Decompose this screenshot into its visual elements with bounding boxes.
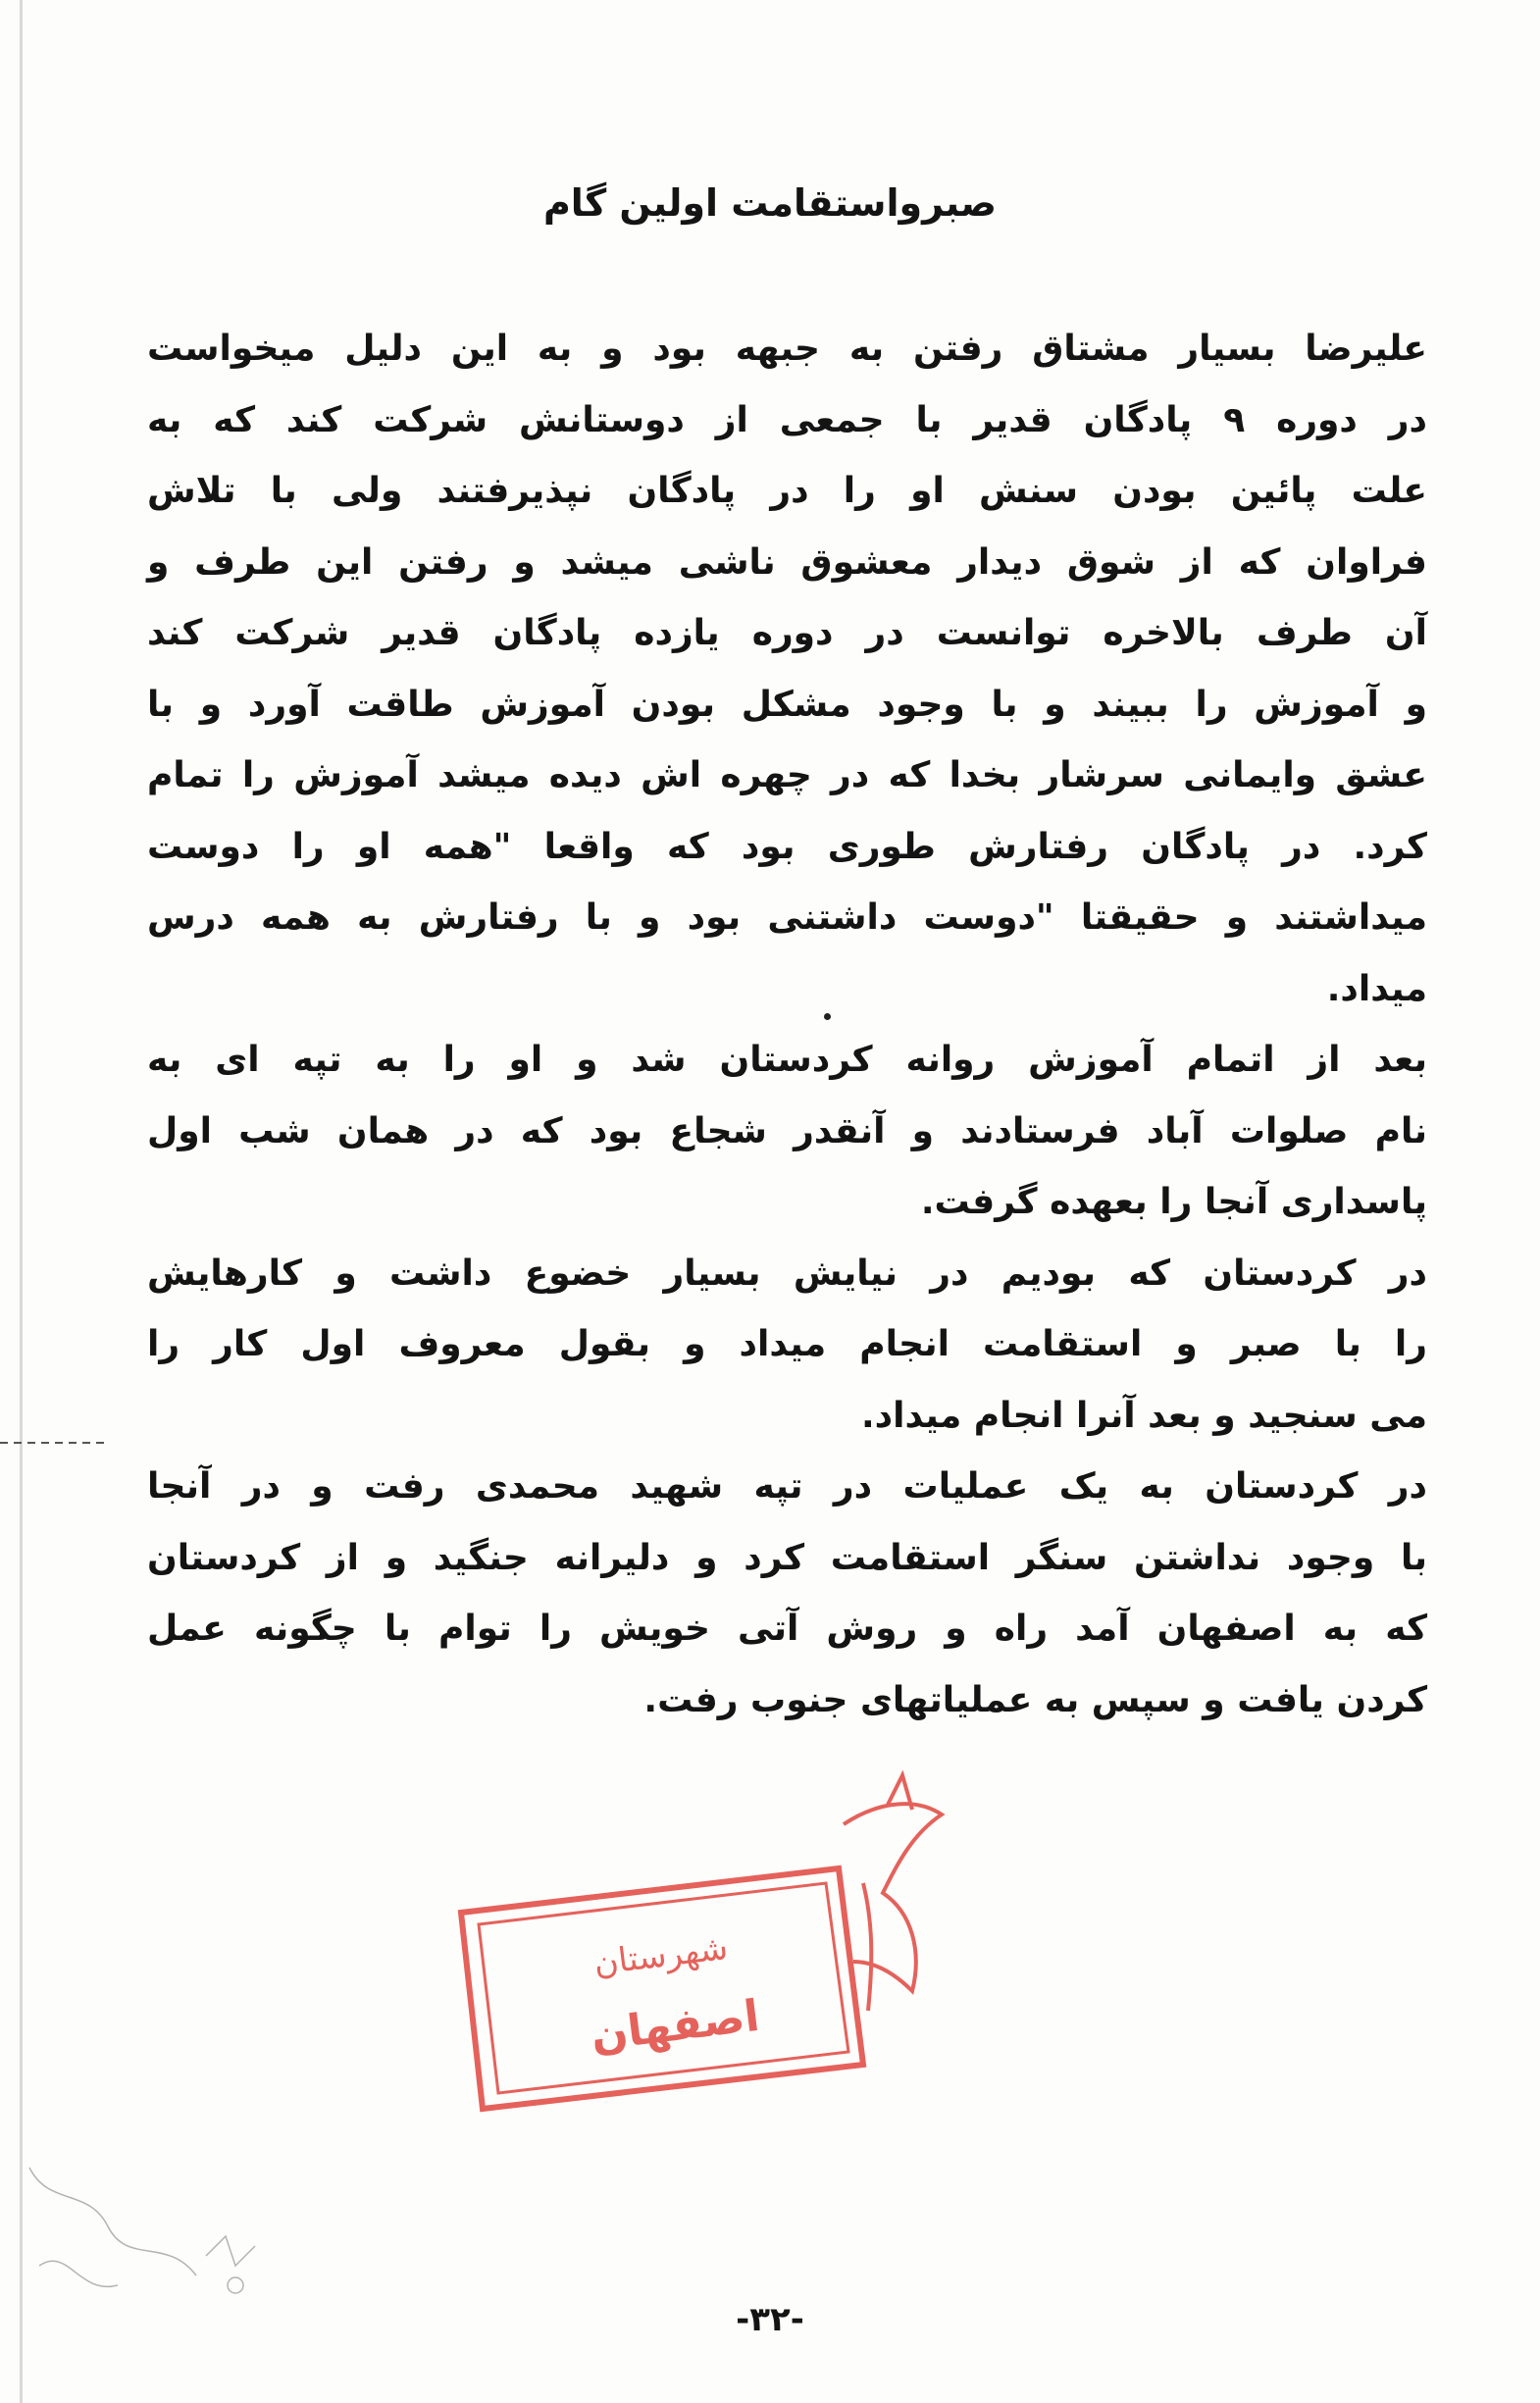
- text-line: در کردستان که بودیم در نیایش بسیار خضوع داشت و کارهایش: [147, 1253, 1427, 1294]
- text-line: بعد از اتمام آموزش روانه کردستان شد و او را به تپه ای به: [147, 1040, 1427, 1080]
- text-line: کرد. در پادگان رفتارش طوری بود که واقعا "همه او را دوست: [147, 826, 1427, 867]
- text-line: فراوان که از شوق دیدار معشوق ناشی میشد و رفتن این طرف و: [147, 541, 1427, 583]
- paragraph-1: [147, 314, 1427, 1025]
- text-line: کردن یافت و سپس به عملیاتهای جنوب رفت.: [643, 1679, 1427, 1720]
- stamp-text-top: شهرستان: [591, 1927, 731, 1984]
- paragraph-3: [147, 1239, 1427, 1453]
- page-number: -۳۲-: [736, 2300, 804, 2339]
- text-line: و آموزش را ببیند و با وجود مشکل بودن آموزش طاقت آورد و با: [147, 684, 1427, 725]
- text-line: که به اصفهان آمد راه و روش آتی خویش را توام با چگونه عمل: [147, 1609, 1427, 1649]
- text-line: نام صلوات آباد فرستادند و آنقدر شجاع بود که در همان شب اول: [147, 1110, 1427, 1151]
- stamp-frame: [461, 1868, 863, 2109]
- paragraph-4: [147, 1452, 1427, 1736]
- stamp-emblem-icon: [844, 1775, 942, 2011]
- paragraph-2: [147, 1025, 1427, 1239]
- text-line: با وجود نداشتن سنگر استقامت کرد و دلیرانه جنگید و از کردستان: [147, 1537, 1427, 1578]
- margin-dash-mark: [0, 1442, 108, 1444]
- text-line: عشق وایمانی سرشار بخدا که در چهره اش دیده میشد آموزش را تمام: [147, 755, 1427, 795]
- text-line: آن طرف بالاخره توانست در دوره یازده پادگان قدیر شرکت کند: [147, 613, 1427, 653]
- text-line: علت پائین بودن سنش او را در پادگان نپذیرفتند ولی با تلاش: [147, 471, 1427, 511]
- text-line: در کردستان به یک عملیات در تپه شهید محمدی رفت و در آنجا: [147, 1466, 1427, 1507]
- text-line: میداشتند و حقیقتا "دوست داشتنی بود و با رفتارش به همه درس: [147, 897, 1427, 938]
- text-line: علیرضا بسیار مشتاق رفتن به جبهه بود و به این دلیل میخواست: [147, 329, 1427, 369]
- ink-stamp: [451, 1765, 981, 2158]
- ink-dot: [824, 1013, 831, 1020]
- page-edge-line: [20, 0, 23, 2403]
- text-line: میداد.: [1326, 968, 1427, 1009]
- page-title: صبرواستقامت اولین گام: [542, 181, 998, 225]
- text-line: پاسداری آنجا را بعهده گرفت.: [920, 1182, 1427, 1222]
- body-text: [147, 314, 1427, 1736]
- text-line: می سنجید و بعد آنرا انجام میداد.: [860, 1395, 1427, 1436]
- text-line: در دوره ۹ پادگان قدیر با جمعی از دوستانش شرکت کند که به: [147, 399, 1428, 440]
- stamp-text-bottom: اصفهان: [588, 1990, 762, 2062]
- text-line: را با صبر و استقامت انجام میداد و بقول معروف اول کار را: [147, 1324, 1427, 1364]
